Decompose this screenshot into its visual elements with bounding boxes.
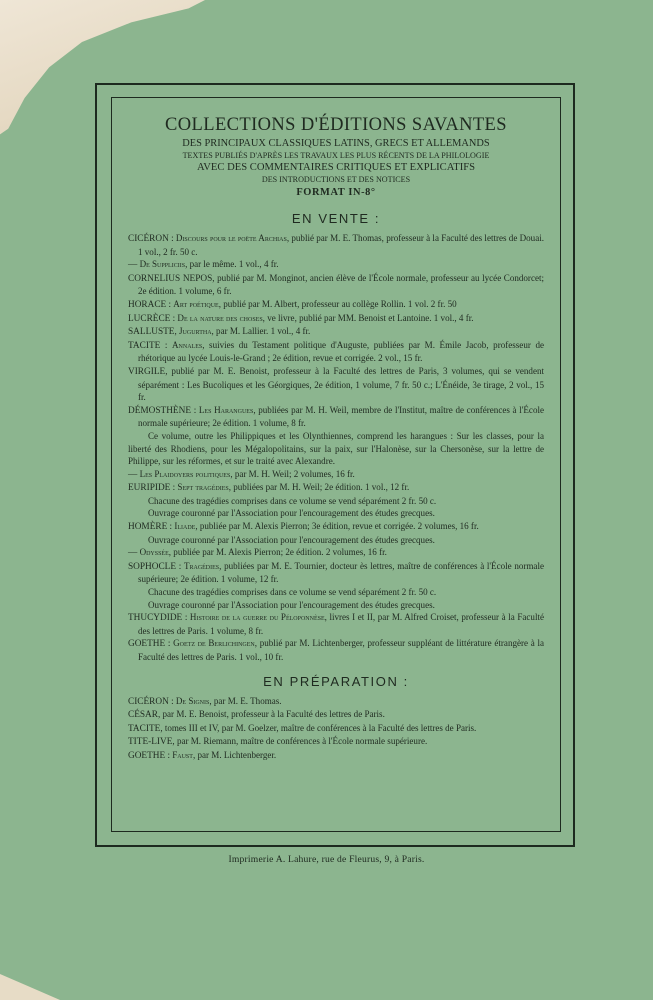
entry-description: Ouvrage couronné par l'Association pour l'encouragement des études grecques. bbox=[148, 599, 435, 610]
entry-separator: : bbox=[168, 695, 176, 706]
entry-description: , par M. H. Weil; 2 volumes, 16 fr. bbox=[230, 468, 355, 479]
catalog-entry bbox=[128, 232, 544, 258]
catalog-note bbox=[128, 586, 544, 599]
entry-description: Ouvrage couronné par l'Association pour l'encouragement des études grecques. bbox=[148, 508, 435, 519]
catalog-entry bbox=[128, 708, 544, 722]
catalog-note bbox=[128, 599, 544, 612]
entry-description: par M. E. Benoist, professeur à la Faculté des lettres de Paris. bbox=[162, 709, 385, 720]
section-heading-en-preparation: EN PRÉPARATION : bbox=[263, 673, 409, 689]
entry-description: Chacune des tragédies comprises dans ce volume se vend séparément 2 fr. 50 c. bbox=[148, 587, 437, 598]
entry-description: , publiée par M. Alexis Pierron; 2e édition. 2 volumes, 16 fr. bbox=[168, 547, 387, 558]
entry-description: , par M. Lallier. 1 vol., 4 fr. bbox=[211, 326, 311, 337]
entry-description: Ouvrage couronné par l'Association pour l'encouragement des études grecques. bbox=[148, 534, 435, 545]
entry-separator: , bbox=[212, 272, 218, 283]
entry-work-title: De Signis bbox=[175, 695, 210, 706]
entry-separator: : bbox=[170, 482, 178, 493]
catalog-entry bbox=[128, 404, 544, 430]
entry-work-title: Sept tragédies bbox=[177, 482, 229, 493]
entry-separator: , bbox=[160, 722, 165, 733]
entry-author: TACITE bbox=[128, 723, 161, 734]
entry-work-title: Histoire de la guerre du Péloponnèse bbox=[189, 612, 325, 623]
entry-description: Ce volume, outre les Philippiques et les Olynthiennes, comprend les harangues : Sur les classes, pour la liberté des Rhodiens, pour les Mégalopolitains, sur la paix, sur l'Halonèse, sur la Chersonèse, sur la lettre de Philippe, sur les réformes, et sur le traité avec Alexandre. bbox=[128, 430, 544, 467]
catalog-entry bbox=[128, 272, 544, 298]
subtitle-commentaries: AVEC DES COMMENTAIRES CRITIQUES ET EXPLICATIFS bbox=[196, 162, 476, 173]
torn-paper-bottom bbox=[0, 974, 60, 1000]
catalog-entry bbox=[128, 722, 544, 736]
subtitle-introductions: DES INTRODUCTIONS ET DES NOTICES bbox=[261, 175, 411, 184]
entry-author: CÉSAR bbox=[128, 710, 158, 721]
entry-work-title: Faust bbox=[172, 749, 193, 760]
entry-work-title: Tragédies bbox=[183, 560, 220, 571]
entry-separator: : bbox=[167, 521, 175, 532]
entry-author: CORNELIUS NEPOS bbox=[128, 273, 213, 284]
entry-separator: : bbox=[166, 298, 174, 309]
entry-author: TITE-LIVE bbox=[128, 737, 173, 748]
entry-work-title: Annales bbox=[172, 339, 203, 350]
catalog-content bbox=[128, 114, 544, 763]
entry-author: DÉMOSTHÈNE bbox=[128, 405, 192, 416]
entry-description: , par M. Lichtenberger. bbox=[192, 749, 277, 760]
entry-separator: : bbox=[168, 233, 176, 243]
entry-description: , par le même. 1 vol., 4 fr. bbox=[185, 259, 279, 270]
entry-author: — bbox=[128, 260, 138, 271]
entry-author: SOPHOCLE bbox=[128, 561, 177, 572]
entry-separator: : bbox=[170, 312, 178, 323]
entry-separator: : bbox=[176, 560, 184, 571]
entry-work-title: Odyssée bbox=[139, 547, 169, 558]
catalog-entry bbox=[128, 468, 544, 482]
catalog-entry bbox=[128, 546, 544, 560]
page-title: COLLECTIONS D'ÉDITIONS SAVANTES bbox=[165, 115, 507, 135]
entry-work-title: Les Plaidoyers politiques bbox=[139, 468, 231, 479]
entry-author: HORACE bbox=[128, 299, 167, 310]
entry-author: LUCRÈCE bbox=[128, 313, 171, 324]
entry-work-title: Goetz de Berlichingen bbox=[173, 638, 255, 649]
entry-author: VIRGILE bbox=[128, 366, 166, 377]
catalog-entry bbox=[128, 258, 544, 272]
entry-separator: , bbox=[157, 709, 163, 720]
entry-description: Chacune des tragédies comprises dans ce volume se vend séparément 2 fr. 50 c. bbox=[148, 495, 437, 506]
entry-description: , publiées par M. H. Weil, membre de l'Institut, maître de conférences à l'École normale supérieure; 2e édition. 1 volume, 8 fr. bbox=[138, 404, 544, 429]
entry-description: , publiée par M. Alexis Pierron; 3e édition, revue et corrigée. 2 volumes, 16 fr. bbox=[195, 521, 479, 532]
entry-author: CICÉRON bbox=[128, 696, 169, 707]
catalog-entry bbox=[128, 312, 544, 326]
entry-separator: : bbox=[165, 749, 173, 760]
entry-author: — bbox=[128, 469, 138, 480]
entry-description: , ve livre, publié par MM. Benoist et Lantoine. 1 vol., 4 fr. bbox=[262, 312, 474, 323]
entry-author: HOMÈRE bbox=[128, 522, 168, 533]
catalog-entry bbox=[128, 325, 544, 339]
catalog-entry bbox=[128, 298, 544, 312]
entry-description: , publié par M. E. Thomas, professeur à la Faculté des lettres de Douai. 1 vol., 2 fr. 50 c. bbox=[138, 233, 544, 257]
catalog-entry bbox=[128, 481, 544, 495]
catalog-note bbox=[128, 430, 544, 468]
entry-description: publié par M. Monginot, ancien élève de l'École normale, professeur au lycée Condorcet; 2e édition. 1 volume, 6 fr. bbox=[138, 272, 544, 297]
entry-work-title: Jugurtha bbox=[179, 326, 212, 337]
catalog-entry bbox=[128, 520, 544, 534]
catalog-note bbox=[128, 495, 544, 508]
catalog-entry bbox=[128, 365, 544, 404]
entry-description: , publié par M. Albert, professeur au collège Rollin. 1 vol. 2 fr. 50 bbox=[218, 298, 457, 309]
entry-separator: : bbox=[182, 612, 190, 623]
catalog-entry bbox=[128, 749, 544, 763]
catalog-entry bbox=[128, 695, 544, 709]
entry-work-title: Discours pour le poëte Archias bbox=[175, 233, 287, 243]
entry-work-title: De Suppliciis bbox=[139, 259, 186, 270]
entry-description: tomes III et IV, par M. Goelzer, maître de conférences à la Faculté des lettres de Paris. bbox=[164, 722, 477, 733]
entry-separator: : bbox=[191, 404, 199, 415]
catalog-entry bbox=[128, 339, 544, 365]
catalog-entry bbox=[128, 560, 544, 586]
en-vente-list bbox=[128, 232, 544, 664]
entry-description: , publiées par M. E. Tournier, docteur ès lettres, maître de conférences à l'École normale supérieure; 2e édition. 1 volume, 12 fr. bbox=[138, 560, 544, 585]
catalog-entry bbox=[128, 735, 544, 749]
subtitle-classics: DES PRINCIPAUX CLASSIQUES LATINS, GRECS ET ALLEMANDS bbox=[182, 138, 490, 149]
entry-author: SALLUSTE bbox=[128, 327, 175, 338]
catalog-note bbox=[128, 534, 544, 547]
entry-author: CICÉRON bbox=[128, 234, 169, 244]
entry-author: GOETHE bbox=[128, 750, 166, 761]
en-preparation-list bbox=[128, 695, 544, 763]
entry-description: , livres I et II, par M. Alfred Croiset, professeur à la Faculté des lettres de Paris. 1 volume, 8 fr. bbox=[138, 612, 544, 636]
entry-work-title: Art poétique bbox=[173, 298, 219, 309]
subtitle-philology: TEXTES PUBLIÉS D'APRÈS LES TRAVAUX LES PLUS RÉCENTS DE LA PHILOLOGIE bbox=[182, 151, 490, 160]
entry-description: publié par M. E. Benoist, professeur à la Faculté des lettres de Paris, 3 volumes, qui se vendent séparément : Les Bucoliques et les Géorgiques, 2e édition, 1 volume, 7 fr. 50 c.; L'Énéide, 3e tirage, 2 vol., 15 fr. bbox=[138, 365, 545, 403]
entry-description: par M. Riemann, maître de conférences à l'École normale supérieure. bbox=[176, 736, 428, 747]
entry-description: , publié par M. Lichtenberger, professeur suppléant de littérature étrangère à la Faculté des lettres de Paris. 1 vol., 10 fr. bbox=[138, 638, 544, 662]
entry-separator: : bbox=[165, 638, 174, 649]
entry-author: THUCYDIDE bbox=[128, 613, 183, 624]
entry-author: GOETHE bbox=[128, 639, 166, 650]
entry-separator: , bbox=[174, 326, 180, 337]
entry-author: EURIPIDE bbox=[128, 483, 171, 494]
catalog-entry bbox=[128, 637, 544, 663]
entry-author: — bbox=[128, 548, 138, 559]
entry-separator: : bbox=[160, 339, 172, 350]
entry-separator: , bbox=[165, 365, 172, 376]
entry-description: , suivies du Testament politique d'Auguste, publiées par M. Émile Jacob, professeur de rhétorique au lycée Louis-le-Grand ; 2e édition, revue et corrigée. 2 vol., 15 fr. bbox=[138, 339, 544, 364]
catalog-note bbox=[128, 507, 544, 520]
entry-description: , publiées par M. H. Weil; 2e édition. 1 vol., 12 fr. bbox=[228, 482, 410, 493]
format-label: FORMAT IN-8° bbox=[296, 187, 376, 198]
entry-separator: , bbox=[172, 736, 177, 747]
catalog-entry bbox=[128, 611, 544, 637]
entry-author: TACITE bbox=[128, 340, 161, 351]
printer-imprint: Imprimerie A. Lahure, rue de Fleurus, 9, à Paris. bbox=[228, 854, 425, 865]
entry-work-title: Iliade bbox=[174, 521, 196, 532]
entry-description: , par M. E. Thomas. bbox=[209, 695, 282, 706]
entry-work-title: De la nature des choses bbox=[177, 312, 263, 323]
entry-work-title: Les Harangues bbox=[198, 404, 254, 415]
section-heading-en-vente: EN VENTE : bbox=[291, 211, 381, 226]
